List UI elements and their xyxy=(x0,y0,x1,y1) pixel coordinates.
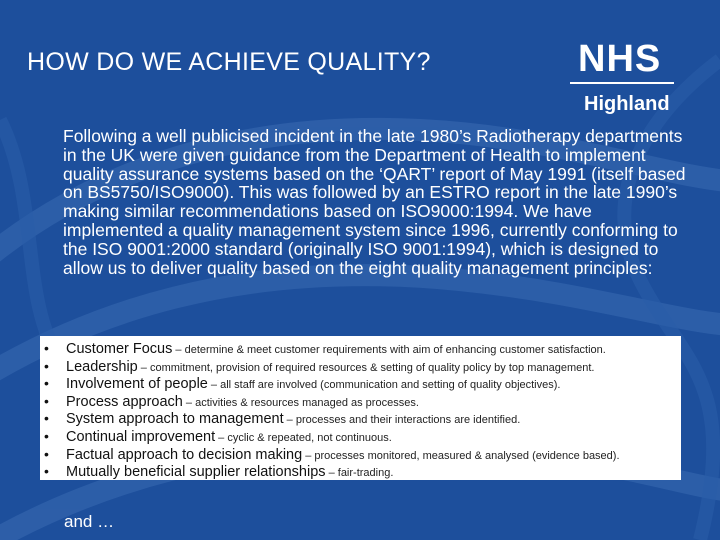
logo-divider xyxy=(570,82,674,84)
principle-desc: – commitment, provision of required resources & setting of quality policy by top management. xyxy=(137,361,595,374)
bullet-icon: • xyxy=(44,392,49,409)
list-item xyxy=(44,392,681,411)
logo-nhs-text: NHS xyxy=(578,38,662,80)
bullet-icon: • xyxy=(44,357,49,374)
bullet-icon: • xyxy=(44,375,49,392)
list-item xyxy=(44,357,681,376)
list-item xyxy=(44,445,681,464)
principle-desc: – fair-trading. xyxy=(325,467,394,480)
list-item xyxy=(44,463,681,481)
intro-paragraph: Following a well publicised incident in the late 1980’s Radiotherapy departments in the UK were given guidance from the Department of Health to implement quality assurance systems based on the ‘QART’ report of May 1991 (itself based on BS5750/ISO9000). This was followed by an ESTRO report in the late 1990’s making similar recommendations based on ISO9000:1994. We have implemented a quality management system since 1996, currently conforming to the ISO 9001:2000 standard (originally ISO 9001:1994), which is designed to allow us to deliver quality based on the eight quality management principles: xyxy=(63,126,686,278)
logo-region-text: Highland xyxy=(584,93,670,115)
principle-desc: – activities & resources managed as processes. xyxy=(182,396,419,409)
closing-text: and … xyxy=(64,512,115,531)
principle-desc: – processes monitored, measured & analysed (evidence based). xyxy=(302,449,620,462)
principle-desc: – cyclic & repeated, not continuous. xyxy=(215,431,392,444)
principles-list xyxy=(40,336,681,481)
principle-term: Continual improvement xyxy=(66,428,216,445)
list-item xyxy=(44,340,681,358)
principle-term: Customer Focus xyxy=(66,341,173,357)
principle-term: Factual approach to decision making xyxy=(66,446,303,463)
principle-desc: – all staff are involved (communication and setting of quality objectives). xyxy=(207,379,561,392)
bullet-icon: • xyxy=(44,463,49,480)
principle-desc: – determine & meet customer requirements with aim of enhancing customer satisfaction. xyxy=(172,344,606,356)
slide-title: HOW DO WE ACHIEVE QUALITY? xyxy=(27,48,431,76)
principle-desc: – processes and their interactions are identified. xyxy=(283,414,521,427)
principle-term: Mutually beneficial supplier relationships xyxy=(66,464,326,481)
bullet-icon: • xyxy=(44,340,49,356)
bullet-icon: • xyxy=(44,445,49,462)
principle-term: Process approach xyxy=(66,393,183,410)
bullet-icon: • xyxy=(44,427,49,444)
principle-term: System approach to management xyxy=(66,411,284,428)
list-item xyxy=(44,427,681,446)
bullet-icon: • xyxy=(44,410,49,427)
principle-term: Involvement of people xyxy=(66,376,208,393)
principle-term: Leadership xyxy=(66,358,138,375)
principles-panel xyxy=(40,336,681,480)
list-item xyxy=(44,375,681,393)
list-item xyxy=(44,410,681,428)
nhs-logo xyxy=(566,38,686,118)
